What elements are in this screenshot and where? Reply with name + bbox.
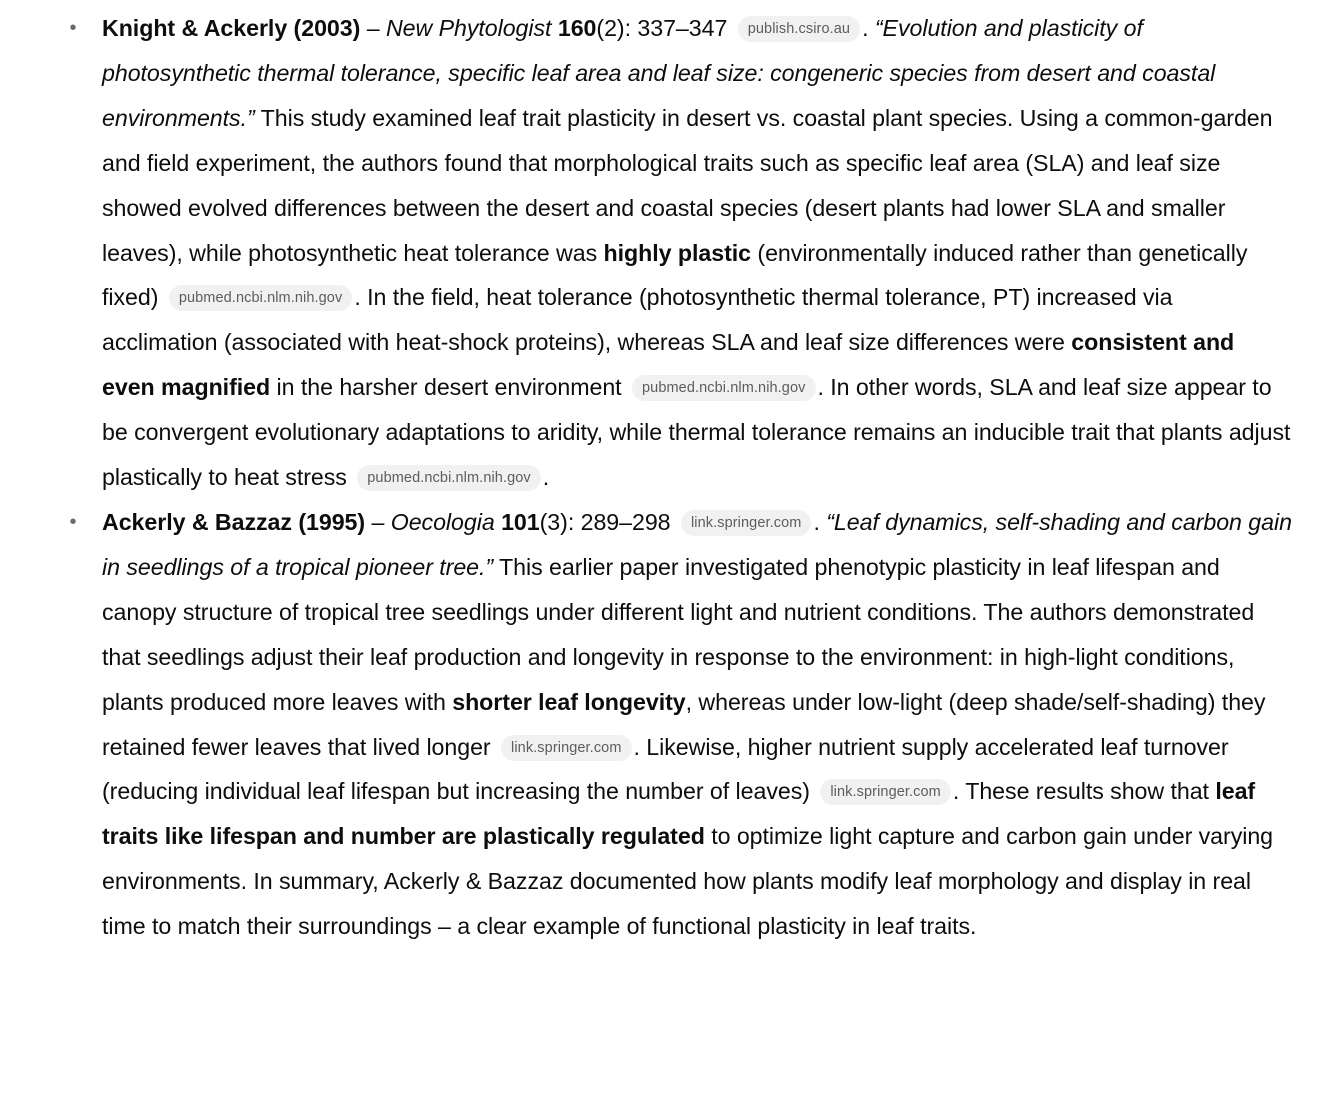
citation-chip[interactable]: publish.csiro.au	[738, 16, 860, 42]
summary-text: to optimize light capture and carbon gain under varying environments. In summary, Ackerly & Bazzaz documented how plants modify leaf morphology and display in real time to match their surroundings – a clear example of functional plasticity in leaf traits.	[102, 823, 1274, 940]
summary-text: . In the field, heat tolerance (photosynthetic thermal tolerance, PT) increased via acclimation (associated with heat-shock proteins), whereas SLA and leaf size differences were	[102, 284, 1173, 356]
paper-title: “Leaf dynamics, self-shading and carbon gain in seedlings of a tropical pioneer tree.”	[102, 508, 1292, 580]
reference-list	[0, 6, 1292, 949]
journal-name: Oecologia	[390, 508, 495, 535]
citation-chip[interactable]: link.springer.com	[501, 735, 632, 761]
summary-text: This study examined leaf trait plasticity in desert vs. coastal plant species. Using a common-garden and field experiment, the authors found that morphological traits such as specific leaf area (SLA) and leaf size showed evolved differences between the desert and coastal species (desert plants had lower SLA and smaller leaves), while photosynthetic heat tolerance was	[102, 104, 1273, 266]
paper-title: “Evolution and plasticity of photosynthetic thermal tolerance, specific leaf area and leaf size: congeneric species from desert and coastal environments.”	[102, 15, 1216, 131]
reference-item-ackerly-bazzaz: • Ackerly & Bazzaz (1995) – Oecologia 101(3): 289–298 link.springer.com . “Leaf dynamics, self-shading and carbon gain in seedlings of a tropical pioneer tree.” This earlier paper investigated phenotypic plasticity in leaf lifespan and canopy structure of tropical tree seedlings under different light and nutrient conditions. The authors demonstrated that seedlings adjust their leaf production and longevity in response to the environment: in high-light conditions, plants produced more leaves with shorter leaf longevity, whereas under low-light (deep shade/self-shading) they retained fewer leaves that lived longer link.springer.com . Likewise, higher nutrient supply accelerated leaf turnover (reducing individual leaf lifespan but increasing the number of leaves) link.springer.com . These results show that leaf traits like lifespan and number are plastically regulated to optimize light capture and carbon gain under varying environments. In summary, Ackerly & Bazzaz documented how plants modify leaf morphology and display in real time to match their surroundings – a clear example of functional plasticity in leaf traits.	[102, 500, 1292, 949]
citation-chip[interactable]: pubmed.ncbi.nlm.nih.gov	[357, 465, 541, 491]
bullet-icon: •	[69, 17, 77, 39]
reference-authors-year: Knight & Ackerly (2003)	[102, 15, 361, 41]
scroll-fade	[0, 1096, 1322, 1106]
citation-chip[interactable]: link.springer.com	[820, 779, 951, 805]
journal-name: New Phytologist	[385, 15, 552, 41]
reference-authors-year: Ackerly & Bazzaz (1995)	[102, 508, 366, 535]
dash: –	[360, 15, 386, 41]
summary-text: .	[542, 464, 550, 491]
citation-chip[interactable]: pubmed.ncbi.nlm.nih.gov	[169, 285, 353, 311]
summary-text: in the harsher desert environment	[270, 374, 622, 401]
volume: 160	[557, 15, 597, 41]
emphasis-text: consistent and even magnified	[102, 329, 1235, 401]
summary-text: This earlier paper investigated phenotypic plasticity in leaf lifespan and canopy structure of tropical tree seedlings under different light and nutrient conditions. The authors demonstrated that seedlings adjust their leaf production and longevity in response to the environment: in high-light conditions, plants produced more leaves with	[102, 553, 1255, 715]
summary-text: . In other words, SLA and leaf size appear to be convergent evolutionary adaptations to aridity, while thermal tolerance remains an inducible trait that plants adjust plastically to heat stress	[102, 374, 1291, 491]
summary-text: . These results show that	[952, 778, 1216, 805]
issue-pages: (2): 337–347	[596, 15, 728, 41]
citation-chip[interactable]: pubmed.ncbi.nlm.nih.gov	[632, 375, 816, 401]
summary-text: (environmentally induced rather than genetically fixed)	[102, 239, 1248, 311]
emphasis-text: leaf traits like lifespan and number are plastically regulated	[102, 778, 1256, 850]
reference-item-knight-ackerly: • Knight & Ackerly (2003) – New Phytologist 160(2): 337–347 publish.csiro.au . “Evolution and plasticity of photosynthetic thermal tolerance, specific leaf area and leaf size: congeneric species from desert and coastal environments.” This study examined leaf trait plasticity in desert vs. coastal plant species. Using a common-garden and field experiment, the authors found that morphological traits such as specific leaf area (SLA) and leaf size showed evolved differences between the desert and coastal species (desert plants had lower SLA and smaller leaves), while photosynthetic heat tolerance was highly plastic (environmentally induced rather than genetically fixed) pubmed.ncbi.nlm.nih.gov . In the field, heat tolerance (photosynthetic thermal tolerance, PT) increased via acclimation (associated with heat-shock proteins), whereas SLA and leaf size differences were consistent and even magnified in the harsher desert environment pubmed.ncbi.nlm.nih.gov . In other words, SLA and leaf size appear to be convergent evolutionary adaptations to aridity, while thermal tolerance remains an inducible trait that plants adjust plastically to heat stress pubmed.ncbi.nlm.nih.gov .	[102, 6, 1292, 500]
emphasis-text: shorter leaf longevity	[452, 688, 686, 715]
citation-chip[interactable]: link.springer.com	[681, 510, 812, 536]
summary-text: , whereas under low-light (deep shade/self-shading) they retained fewer leaves that lived longer	[102, 688, 1266, 760]
bullet-icon: •	[69, 510, 77, 533]
dash: –	[365, 508, 391, 535]
summary-text: . Likewise, higher nutrient supply accelerated leaf turnover (reducing individual leaf lifespan but increasing the number of leaves)	[102, 733, 1229, 805]
emphasis-text: highly plastic	[603, 239, 752, 266]
volume: 101	[501, 508, 540, 535]
chat-response-content	[0, 6, 1322, 949]
issue-pages: (3): 289–298	[539, 508, 671, 535]
